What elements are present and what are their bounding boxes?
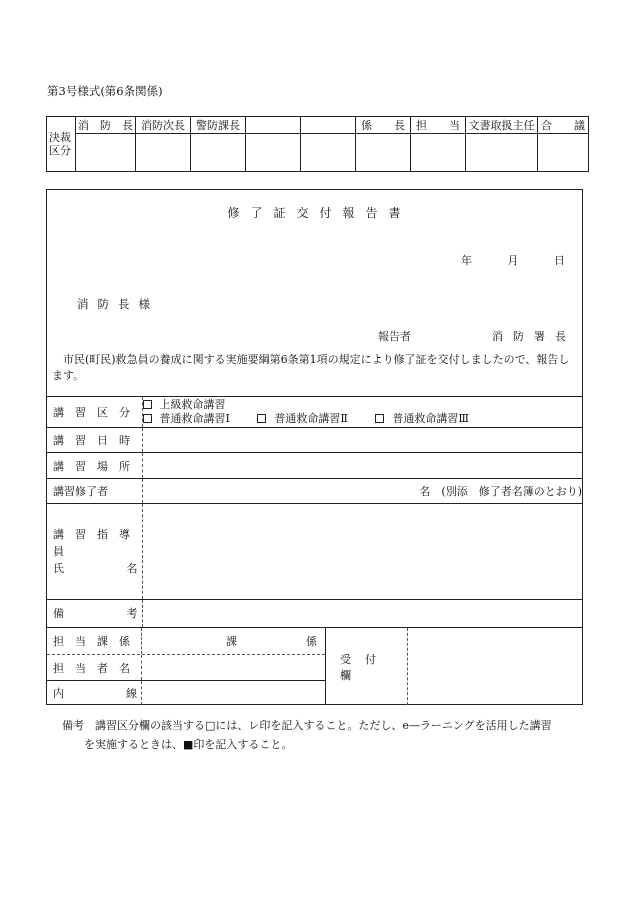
footnote-line-2: を実施するときは、■印を記入すること。	[84, 738, 293, 751]
approval-col-blank-2	[301, 117, 356, 134]
remarks-value[interactable]	[142, 600, 582, 627]
option-advanced[interactable]: 上級救命講習	[143, 398, 583, 412]
checkbox-icon[interactable]	[375, 414, 384, 423]
approval-col-deputy-chief: 消防次長	[136, 117, 191, 134]
approval-table	[46, 116, 589, 172]
report-title: 修了証交付報告書	[227, 206, 412, 220]
approval-sign-cell[interactable]	[76, 134, 136, 172]
trainees-value[interactable]: 名 (別添 修了者名簿のとおり)	[142, 479, 582, 504]
person-value[interactable]	[142, 655, 325, 680]
approval-col-fire-chief: 消 防 長	[76, 117, 136, 134]
person-label: 担 当 者 名	[47, 655, 142, 680]
form-number-label: 第3号様式(第6条関係)	[47, 84, 163, 98]
instructor-value[interactable]	[142, 504, 582, 600]
trainees-label: 講習修了者	[47, 479, 142, 504]
approval-sign-cell[interactable]	[411, 134, 466, 172]
reporter-label: 報告者	[378, 330, 411, 343]
approval-col-defense-manager: 警防課長	[191, 117, 246, 134]
approval-sign-cell[interactable]	[538, 134, 589, 172]
instructor-label: 講 習 指 導 員 氏 名	[47, 504, 142, 600]
date-label: 講 習 日 時	[47, 428, 142, 453]
approval-col-consultation: 合 議	[538, 117, 589, 134]
place-label: 講 習 場 所	[47, 453, 142, 479]
checkbox-icon[interactable]	[257, 414, 266, 423]
reporter-name: 消防署長	[492, 330, 576, 343]
date-month: 月	[507, 254, 519, 267]
approval-sign-cell[interactable]	[356, 134, 411, 172]
report-body-text: 市民(町民)救急員の養成に関する実施要綱第6条第1項の規定により修了証を交付しましたので、報告します。	[52, 353, 570, 382]
date-year: 年	[461, 254, 472, 267]
approval-col-document-officer: 文書取扱主任	[466, 117, 538, 134]
report-details-table	[47, 396, 582, 627]
receipt-label: 受付欄	[325, 628, 408, 705]
section-label: 担 当 課 係	[47, 628, 142, 654]
date-value[interactable]	[142, 428, 582, 453]
extension-value[interactable]	[142, 681, 325, 705]
option-basic-3[interactable]: 普通救命講習Ⅲ	[375, 412, 469, 426]
approval-sign-cell[interactable]	[246, 134, 301, 172]
remarks-label: 備 考	[47, 600, 142, 627]
approval-sign-cell[interactable]	[301, 134, 356, 172]
option-basic-1[interactable]: 普通救命講習Ⅰ	[143, 412, 230, 426]
category-label: 講 習 区 分	[47, 397, 142, 428]
checkbox-icon[interactable]	[143, 414, 152, 423]
place-value[interactable]	[142, 453, 582, 479]
report-form	[46, 189, 583, 705]
extension-row	[47, 680, 325, 705]
category-options	[142, 397, 582, 428]
contact-section	[47, 627, 582, 704]
footnote	[62, 716, 592, 754]
extension-label: 内 線	[47, 681, 142, 705]
approval-sign-cell[interactable]	[191, 134, 246, 172]
date-day: 日	[554, 254, 565, 267]
approval-col-section-chief: 係 長	[356, 117, 411, 134]
report-date[interactable]	[429, 252, 565, 268]
approval-col-staff: 担 当	[411, 117, 466, 134]
approval-col-blank-1	[246, 117, 301, 134]
person-row	[47, 654, 325, 680]
approval-sign-cell[interactable]	[466, 134, 538, 172]
section-row	[47, 628, 325, 654]
checkbox-icon[interactable]	[143, 400, 152, 409]
footnote-line-1: 備考 講習区分欄の該当する□には、レ印を記入すること。ただし、e―ラーニングを活用した講習	[62, 719, 552, 732]
option-basic-2[interactable]: 普通救命講習Ⅱ	[257, 412, 347, 426]
approval-row-label: 決裁区分	[47, 117, 76, 172]
approval-sign-cell[interactable]	[136, 134, 191, 172]
section-value[interactable]: 課 係	[226, 635, 317, 648]
recipient: 消防長様	[77, 297, 159, 311]
